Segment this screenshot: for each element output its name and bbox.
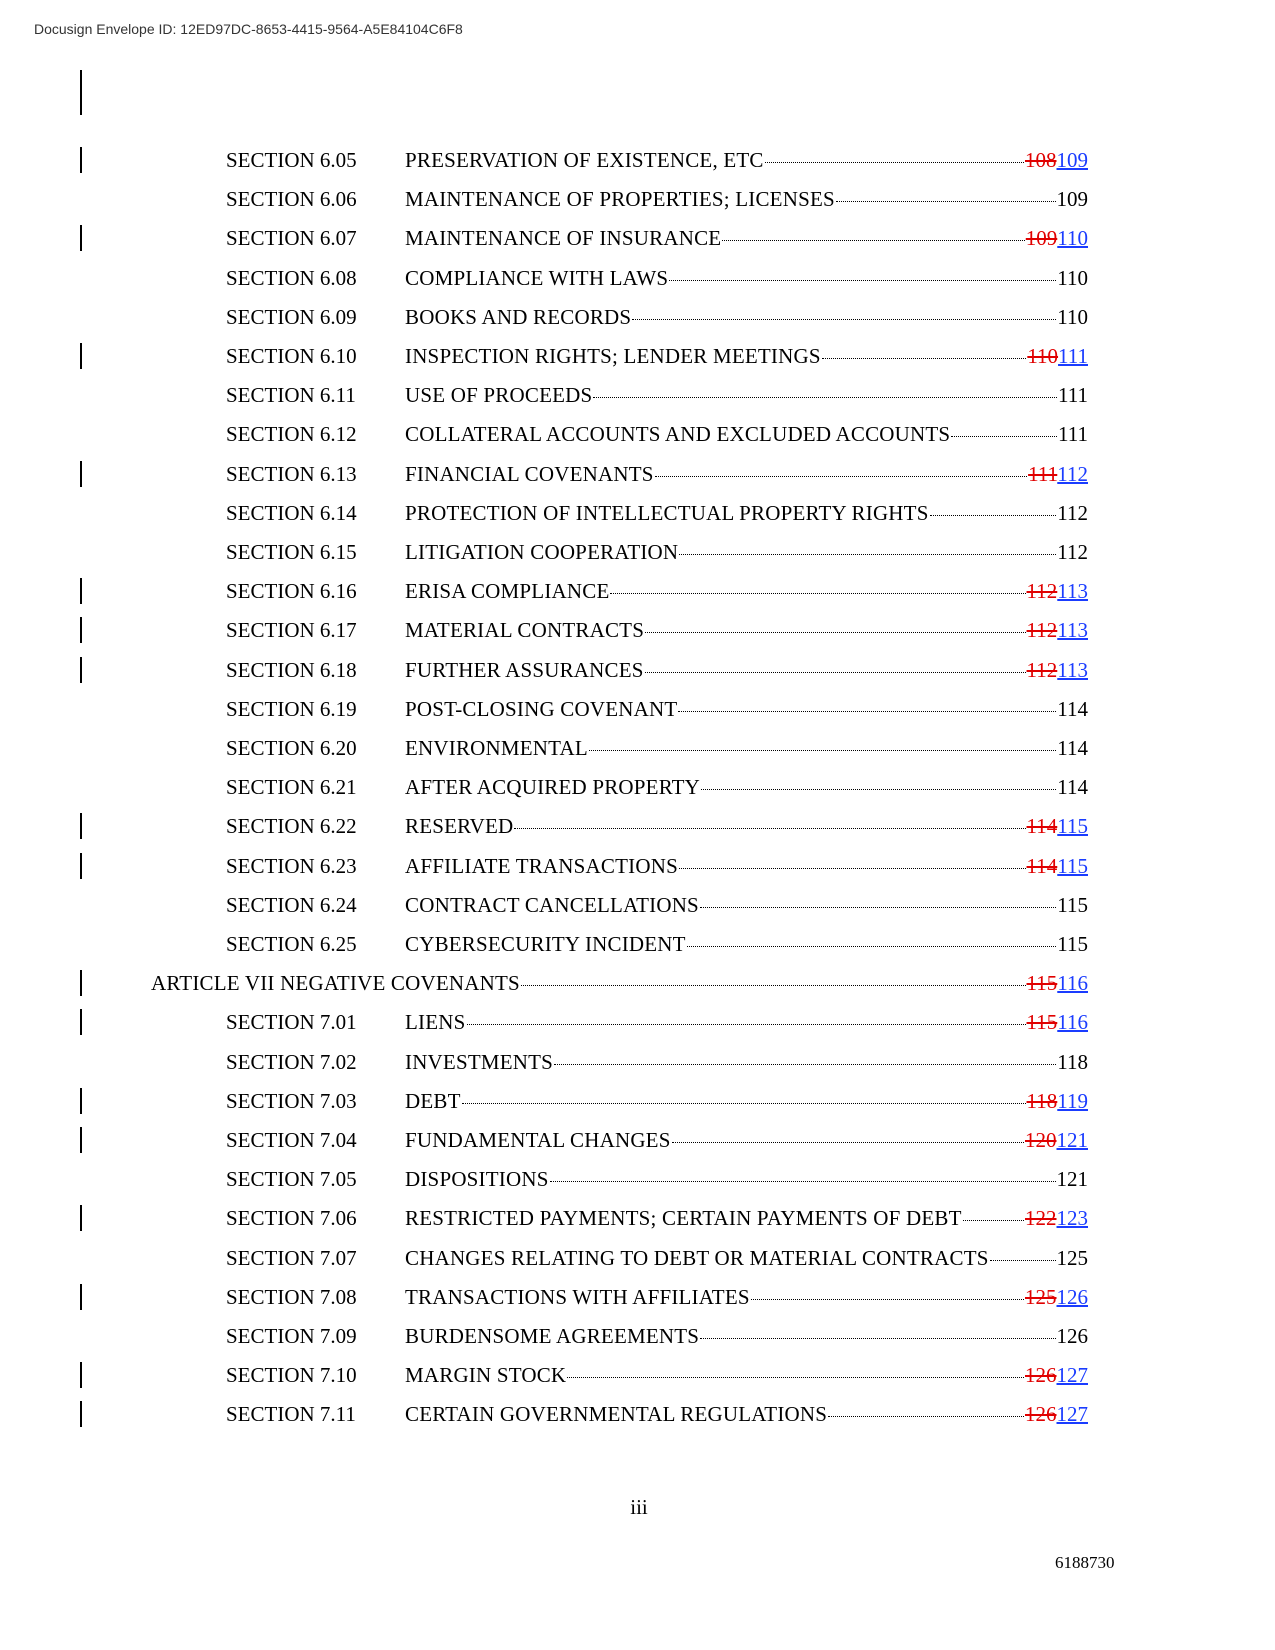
section-title: RESTRICTED PAYMENTS; CERTAIN PAYMENTS OF DEBT [405, 1206, 962, 1230]
section-number: SECTION 7.03 [226, 1089, 357, 1113]
page-reference [1027, 577, 1088, 605]
change-bar [80, 617, 82, 643]
section-title: BURDENSOME AGREEMENTS [405, 1324, 700, 1348]
toc-title-line [405, 1165, 1088, 1193]
section-title: INVESTMENTS [405, 1050, 554, 1074]
toc-title-line [405, 1322, 1088, 1350]
page-number: 114 [1057, 736, 1088, 760]
inserted-page-number: 113 [1057, 579, 1088, 603]
toc-title-line [405, 1048, 1088, 1076]
toc-title-line [405, 342, 1088, 370]
section-title: RESERVED [405, 814, 514, 838]
page-number: 121 [1056, 1167, 1088, 1191]
inserted-page-number: 111 [1058, 344, 1088, 368]
section-title: CYBERSECURITY INCIDENT [405, 932, 686, 956]
dot-leader [655, 476, 1027, 477]
page-number: 109 [1056, 187, 1088, 211]
page-reference [1025, 1361, 1088, 1389]
change-bar [80, 1284, 82, 1310]
section-number: SECTION 6.11 [226, 383, 356, 407]
deleted-page-number: 110 [1027, 344, 1059, 368]
toc-title-line [405, 420, 1088, 448]
dot-leader [678, 711, 1056, 712]
dot-leader [672, 1142, 1024, 1143]
page-number: 115 [1057, 893, 1088, 917]
page-reference [1026, 224, 1088, 252]
toc-title-line [405, 656, 1088, 684]
section-number: SECTION 6.07 [226, 226, 357, 250]
page-reference [1027, 1008, 1088, 1036]
inserted-page-number: 116 [1057, 1010, 1088, 1034]
dot-leader [822, 358, 1027, 359]
deleted-page-number: 118 [1026, 1089, 1058, 1113]
dot-leader [632, 319, 1056, 320]
deleted-page-number: 126 [1025, 1363, 1057, 1387]
page-number: 115 [1057, 932, 1088, 956]
page-reference [1027, 852, 1088, 880]
page-reference [1058, 381, 1088, 409]
section-title: INSPECTION RIGHTS; LENDER MEETINGS [405, 344, 821, 368]
dot-leader [687, 946, 1057, 947]
toc-title-line [151, 969, 1088, 997]
document-number: 6188730 [1055, 1553, 1115, 1572]
page-number: 110 [1057, 305, 1088, 329]
change-bar [80, 1205, 82, 1231]
toc-title-line [405, 185, 1088, 213]
section-number: SECTION 7.02 [226, 1050, 357, 1074]
page-reference [1057, 695, 1088, 723]
change-bar [80, 970, 82, 996]
section-title: CHANGES RELATING TO DEBT OR MATERIAL CONTRACTS [405, 1246, 989, 1270]
section-title: FURTHER ASSURANCES [405, 658, 644, 682]
toc-title-line [405, 1087, 1088, 1115]
change-bar [80, 1127, 82, 1153]
section-number: SECTION 6.13 [226, 462, 357, 486]
toc-title-line [405, 146, 1088, 174]
page-reference [1057, 773, 1088, 801]
page-reference [1057, 891, 1088, 919]
page-reference [1057, 264, 1088, 292]
page-reference [1057, 538, 1088, 566]
section-number: SECTION 6.09 [226, 305, 357, 329]
deleted-page-number: 122 [1025, 1206, 1057, 1230]
dot-leader [951, 436, 1057, 437]
section-number: SECTION 6.17 [226, 618, 357, 642]
toc-title-line [405, 695, 1088, 723]
section-title: MARGIN STOCK [405, 1363, 567, 1387]
deleted-page-number: 125 [1025, 1285, 1057, 1309]
section-number: SECTION 6.20 [226, 736, 357, 760]
section-title: POST-CLOSING COVENANT [405, 697, 678, 721]
page-reference [1057, 1165, 1089, 1193]
page-reference [1057, 499, 1088, 527]
section-number: SECTION 7.06 [226, 1206, 357, 1230]
section-number: SECTION 7.09 [226, 1324, 357, 1348]
page-number: 111 [1058, 383, 1088, 407]
change-bar [80, 147, 82, 173]
section-title: FINANCIAL COVENANTS [405, 462, 654, 486]
dot-leader [610, 593, 1025, 594]
page-reference [1028, 460, 1088, 488]
dot-leader [645, 632, 1025, 633]
section-number: SECTION 6.15 [226, 540, 357, 564]
inserted-page-number: 115 [1057, 854, 1088, 878]
toc-title-line [405, 1400, 1088, 1428]
toc-title-line [405, 1008, 1088, 1036]
inserted-page-number: 119 [1057, 1089, 1088, 1113]
page-number: 111 [1058, 422, 1088, 446]
toc-title-line [405, 224, 1088, 252]
section-number: SECTION 6.21 [226, 775, 357, 799]
toc-title-line [405, 852, 1088, 880]
section-title: AFFILIATE TRANSACTIONS [405, 854, 678, 878]
change-bar [80, 1401, 82, 1427]
dot-leader [554, 1064, 1056, 1065]
inserted-page-number: 121 [1056, 1128, 1088, 1152]
section-title: DISPOSITIONS [405, 1167, 549, 1191]
dot-leader [963, 1220, 1024, 1221]
dot-leader [828, 1416, 1024, 1417]
section-title: LIENS [405, 1010, 466, 1034]
page-reference [1027, 656, 1088, 684]
dot-leader [701, 789, 1056, 790]
inserted-page-number: 116 [1057, 971, 1088, 995]
section-number: SECTION 6.23 [226, 854, 357, 878]
section-title: AFTER ACQUIRED PROPERTY [405, 775, 701, 799]
deleted-page-number: 108 [1025, 148, 1057, 172]
inserted-page-number: 115 [1057, 814, 1088, 838]
page-reference [1027, 1087, 1088, 1115]
envelope-id: Docusign Envelope ID: 12ED97DC-8653-4415-9564-A5E84104C6F8 [34, 21, 463, 37]
section-title: USE OF PROCEEDS [405, 383, 593, 407]
dot-leader [765, 162, 1024, 163]
deleted-page-number: 120 [1025, 1128, 1057, 1152]
dot-leader [751, 1299, 1024, 1300]
page-reference [1027, 342, 1088, 370]
section-number: SECTION 6.18 [226, 658, 357, 682]
page-number: 114 [1057, 697, 1088, 721]
toc-title-line [405, 499, 1088, 527]
section-number: SECTION 7.01 [226, 1010, 357, 1034]
section-number: SECTION 6.22 [226, 814, 357, 838]
page-number: 112 [1057, 540, 1088, 564]
page-reference [1058, 420, 1088, 448]
inserted-page-number: 109 [1056, 148, 1088, 172]
change-bar [80, 578, 82, 604]
inserted-page-number: 113 [1057, 658, 1088, 682]
page-reference [1025, 1204, 1088, 1232]
toc-title-line [405, 538, 1088, 566]
section-title: MAINTENANCE OF PROPERTIES; LICENSES [405, 187, 835, 211]
dot-leader [700, 1338, 1055, 1339]
dot-leader [645, 672, 1026, 673]
inserted-page-number: 123 [1056, 1206, 1088, 1230]
section-number: SECTION 6.24 [226, 893, 357, 917]
page-reference [1027, 969, 1088, 997]
dot-leader [722, 240, 1024, 241]
deleted-page-number: 115 [1026, 971, 1058, 995]
dot-leader [593, 397, 1057, 398]
section-number: SECTION 6.14 [226, 501, 357, 525]
dot-leader [514, 828, 1025, 829]
deleted-page-number: 114 [1026, 814, 1058, 838]
section-number: SECTION 6.25 [226, 932, 357, 956]
toc-title-line [405, 264, 1088, 292]
section-title: COLLATERAL ACCOUNTS AND EXCLUDED ACCOUNTS [405, 422, 951, 446]
dot-leader [930, 515, 1057, 516]
change-bar [80, 853, 82, 879]
section-title: LITIGATION COOPERATION [405, 540, 679, 564]
section-title: ENVIRONMENTAL [405, 736, 588, 760]
toc-title-line [405, 812, 1088, 840]
dot-leader [679, 554, 1056, 555]
dot-leader [990, 1260, 1056, 1261]
section-title: PROTECTION OF INTELLECTUAL PROPERTY RIGHTS [405, 501, 929, 525]
toc-title-line [405, 303, 1088, 331]
page-reference [1025, 1126, 1088, 1154]
section-title: CERTAIN GOVERNMENTAL REGULATIONS [405, 1402, 828, 1426]
deleted-page-number: 112 [1026, 618, 1058, 642]
change-bar [80, 225, 82, 251]
inserted-page-number: 110 [1057, 226, 1088, 250]
toc-title-line [405, 577, 1088, 605]
inserted-page-number: 112 [1057, 462, 1088, 486]
page-reference [1027, 616, 1088, 644]
page-reference [1025, 1283, 1088, 1311]
section-number: SECTION 7.05 [226, 1167, 357, 1191]
section-title: CONTRACT CANCELLATIONS [405, 893, 699, 917]
section-number: SECTION 6.08 [226, 266, 357, 290]
section-number: SECTION 7.04 [226, 1128, 357, 1152]
page-reference [1057, 185, 1089, 213]
deleted-page-number: 126 [1025, 1402, 1057, 1426]
section-number: SECTION 6.19 [226, 697, 357, 721]
toc-title-line [405, 1126, 1088, 1154]
page-number: 118 [1057, 1050, 1088, 1074]
toc-title-line [405, 616, 1088, 644]
inserted-page-number: 127 [1056, 1402, 1088, 1426]
page-reference [1025, 1400, 1088, 1428]
deleted-page-number: 112 [1026, 579, 1058, 603]
deleted-page-number: 111 [1028, 462, 1058, 486]
page-reference [1057, 1322, 1089, 1350]
section-title: PRESERVATION OF EXISTENCE, ETC [405, 148, 764, 172]
change-bar [80, 1362, 82, 1388]
section-title: FUNDAMENTAL CHANGES [405, 1128, 671, 1152]
inserted-page-number: 113 [1057, 618, 1088, 642]
section-number: SECTION 6.10 [226, 344, 357, 368]
dot-leader [589, 750, 1056, 751]
toc-title-line [405, 773, 1088, 801]
dot-leader [550, 1181, 1056, 1182]
section-number: SECTION 6.16 [226, 579, 357, 603]
toc-title-line [405, 381, 1088, 409]
page-number: 126 [1056, 1324, 1088, 1348]
dot-leader [669, 280, 1056, 281]
change-bar [80, 657, 82, 683]
section-title: ERISA COMPLIANCE [405, 579, 610, 603]
section-number: SECTION 7.11 [226, 1402, 356, 1426]
page-number: 112 [1057, 501, 1088, 525]
dot-leader [567, 1377, 1024, 1378]
dot-leader [467, 1024, 1026, 1025]
inserted-page-number: 126 [1056, 1285, 1088, 1309]
page-reference [1057, 734, 1088, 762]
page-reference [1025, 146, 1088, 174]
dot-leader [700, 907, 1056, 908]
toc-title-line [405, 1244, 1088, 1272]
toc-title-line [405, 930, 1088, 958]
page-number: 114 [1057, 775, 1088, 799]
page-reference [1057, 1048, 1088, 1076]
section-title: DEBT [405, 1089, 461, 1113]
deleted-page-number: 109 [1025, 226, 1058, 250]
dot-leader [521, 985, 1026, 986]
section-number: SECTION 7.10 [226, 1363, 357, 1387]
deleted-page-number: 115 [1026, 1010, 1058, 1034]
section-title: BOOKS AND RECORDS [405, 305, 632, 329]
dot-leader [836, 201, 1056, 202]
section-number: SECTION 7.07 [226, 1246, 357, 1270]
page-reference [1027, 812, 1088, 840]
change-bar [80, 813, 82, 839]
toc-title-line [405, 1361, 1088, 1389]
deleted-page-number: 112 [1026, 658, 1058, 682]
dot-leader [679, 868, 1026, 869]
section-title: TRANSACTIONS WITH AFFILIATES [405, 1285, 750, 1309]
page-number: 110 [1057, 266, 1088, 290]
section-number: SECTION 7.08 [226, 1285, 357, 1309]
section-number: SECTION 6.06 [226, 187, 357, 211]
toc-title-line [405, 460, 1088, 488]
page-number: 125 [1056, 1246, 1088, 1270]
change-bar [80, 1088, 82, 1114]
inserted-page-number: 127 [1056, 1363, 1088, 1387]
toc-title-line [405, 1204, 1088, 1232]
section-number: SECTION 6.05 [226, 148, 357, 172]
section-number: SECTION 6.12 [226, 422, 357, 446]
change-bar [80, 461, 82, 487]
section-title: MATERIAL CONTRACTS [405, 618, 645, 642]
page-number-roman: iii [630, 1495, 648, 1519]
deleted-page-number: 114 [1026, 854, 1058, 878]
page-reference [1057, 930, 1088, 958]
change-bar [80, 1009, 82, 1035]
change-bar [80, 343, 82, 369]
section-title: MAINTENANCE OF INSURANCE [405, 226, 722, 250]
toc-title-line [405, 734, 1088, 762]
toc-title-line [405, 1283, 1088, 1311]
dot-leader [462, 1103, 1026, 1104]
article-title: ARTICLE VII NEGATIVE COVENANTS [151, 971, 520, 995]
toc-title-line [405, 891, 1088, 919]
page-reference [1057, 1244, 1089, 1272]
section-title: COMPLIANCE WITH LAWS [405, 266, 669, 290]
page-reference [1057, 303, 1088, 331]
